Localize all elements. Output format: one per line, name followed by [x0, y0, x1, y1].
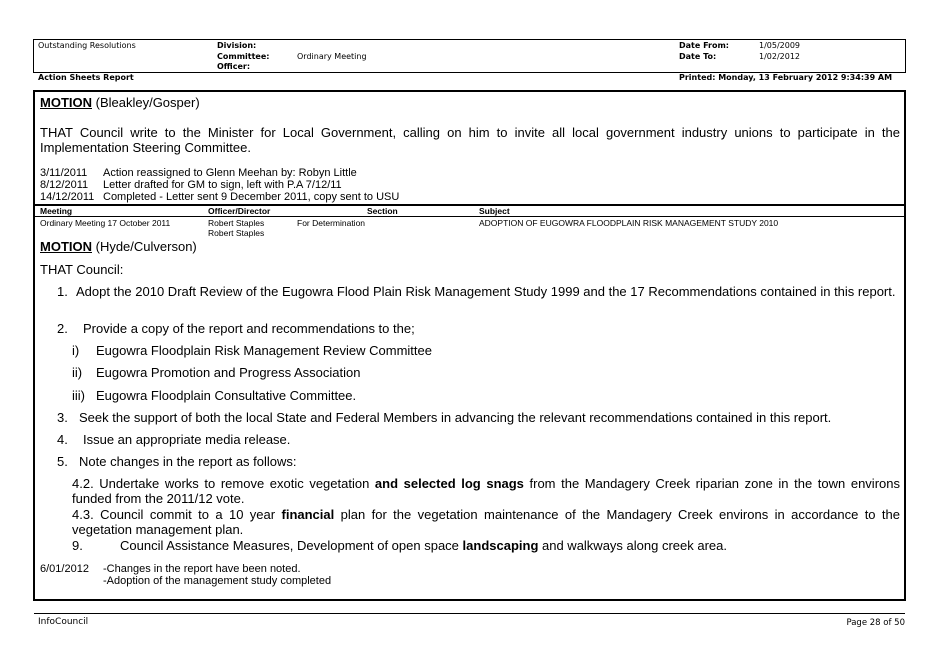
- table-header-rule: [34, 216, 905, 217]
- table-row-section: For Determination: [297, 218, 366, 228]
- motion2-item2-text: Provide a copy of the report and recommendations to the;: [83, 321, 415, 336]
- table-header-section: Section: [367, 206, 398, 216]
- change-4-2-pre: 4.2. Undertake works to remove exotic vegetation: [72, 476, 375, 491]
- motion1-text: THAT Council write to the Minister for Local Government, calling on him to invite all local government industry unions to participate in the Implementation Steering Committee.: [40, 125, 900, 155]
- printed-label: Printed:: [679, 73, 716, 82]
- motion2-action-date: 6/01/2012: [40, 563, 89, 575]
- motion2-sub3-num: iii): [72, 388, 85, 403]
- motion2-sub3-text: Eugowra Floodplain Consultative Committee.: [96, 388, 357, 403]
- change-4-3-bold: financial: [281, 507, 335, 522]
- table-header-officer: Officer/Director: [208, 206, 271, 216]
- division-label: Division:: [217, 41, 257, 50]
- change-9-pre: Council Assistance Measures, Development of open space: [120, 538, 463, 553]
- date-from-label: Date From:: [679, 41, 730, 50]
- motion2-sub2-num: ii): [72, 365, 83, 380]
- motion2-action-note-1: -Changes in the report have been noted.: [103, 563, 301, 575]
- footer-left: InfoCouncil: [38, 617, 89, 627]
- footer-page-number: Page 28 of 50: [846, 618, 905, 628]
- table-header-subject: Subject: [479, 206, 510, 216]
- table-top-rule: [34, 204, 905, 206]
- change-9-bold: landscaping: [462, 538, 539, 553]
- motion2-change-4-3: [72, 507, 900, 537]
- motion1-action-note-2: Letter drafted for GM to sign, left with P.A 7/12/11: [103, 179, 342, 191]
- motion2-item1-text: Adopt the 2010 Draft Review of the Eugowra Flood Plain Risk Management Study 1999 and the 17 Recommendations contained in this report.: [76, 284, 896, 299]
- table-row-meeting: Ordinary Meeting 17 October 2011: [40, 218, 171, 228]
- motion1-action-date-2: 8/12/2011: [40, 179, 89, 191]
- motion1-action-date-3: 14/12/2011: [40, 191, 95, 203]
- motion2-item4-num: 4.: [57, 432, 68, 447]
- date-to-label: Date To:: [679, 52, 717, 61]
- printed-line: [679, 73, 892, 83]
- motion2-label: MOTION: [40, 239, 92, 254]
- committee-label: Committee:: [217, 52, 270, 61]
- motion2-sub1-num: i): [72, 343, 80, 358]
- motion1-heading: [40, 95, 200, 110]
- date-from-value: 1/05/2009: [759, 41, 801, 50]
- motion1-movers: (Bleakley/Gosper): [92, 95, 200, 110]
- change-4-2-post: from the Mandagery Creek riparian zone in the town environs funded from the 2011/12 vote.: [72, 476, 900, 506]
- motion2-item2-num: 2.: [57, 321, 68, 336]
- table-row-officer-2: Robert Staples: [208, 228, 265, 238]
- motion1-label: MOTION: [40, 95, 92, 110]
- change-4-3-post: plan for the vegetation maintenance of the Mandagery Creek environs in accordance to the vegetation management plan.: [72, 507, 901, 537]
- sheet-title: Action Sheets Report: [38, 73, 134, 82]
- motion2-sub1-text: Eugowra Floodplain Risk Management Review Committee: [96, 343, 432, 358]
- motion1-action-date-1: 3/11/2011: [40, 167, 88, 179]
- footer-rule: [34, 613, 905, 614]
- report-name: Outstanding Resolutions: [38, 41, 136, 50]
- printed-value: Monday, 13 February 2012 9:34:39 AM: [718, 73, 893, 82]
- motion2-item1-num: 1.: [57, 284, 68, 299]
- change-9-post: and walkways along creek area.: [538, 538, 727, 553]
- motion2-change-9-num: 9.: [72, 538, 83, 553]
- motion2-heading: [40, 239, 197, 254]
- committee-value: Ordinary Meeting: [297, 52, 367, 61]
- change-4-3-pre: 4.3. Council commit to a 10 year: [72, 507, 282, 522]
- motion2-change-9: [120, 538, 727, 553]
- table-header-meeting: Meeting: [40, 206, 73, 216]
- motion2-item5-text: Note changes in the report as follows:: [79, 454, 297, 469]
- date-to-value: 1/02/2012: [759, 52, 801, 61]
- table-row-officer-1: Robert Staples: [208, 218, 265, 228]
- motion2-change-4-2: [72, 476, 900, 506]
- officer-label: Officer:: [217, 62, 251, 71]
- motion2-action-note-2: -Adoption of the management study completed: [103, 575, 332, 587]
- motion2-item3-num: 3.: [57, 410, 68, 425]
- change-4-2-bold: and selected log snags: [374, 476, 524, 491]
- motion1-action-note-1: Action reassigned to Glenn Meehan by: Robyn Little: [103, 167, 357, 179]
- motion2-movers: (Hyde/Culverson): [92, 239, 197, 254]
- motion1-action-note-3: Completed - Letter sent 9 December 2011, copy sent to USU: [103, 191, 400, 203]
- motion2-intro: THAT Council:: [40, 262, 124, 277]
- motion2-sub2-text: Eugowra Promotion and Progress Association: [96, 365, 361, 380]
- motion2-item5-num: 5.: [57, 454, 68, 469]
- motion2-item4-text: Issue an appropriate media release.: [83, 432, 291, 447]
- table-row-subject: ADOPTION OF EUGOWRA FLOODPLAIN RISK MANAGEMENT STUDY 2010: [479, 218, 779, 228]
- motion2-item3-text: Seek the support of both the local State and Federal Members in advancing the relevant recommendations contained in this report.: [79, 410, 832, 425]
